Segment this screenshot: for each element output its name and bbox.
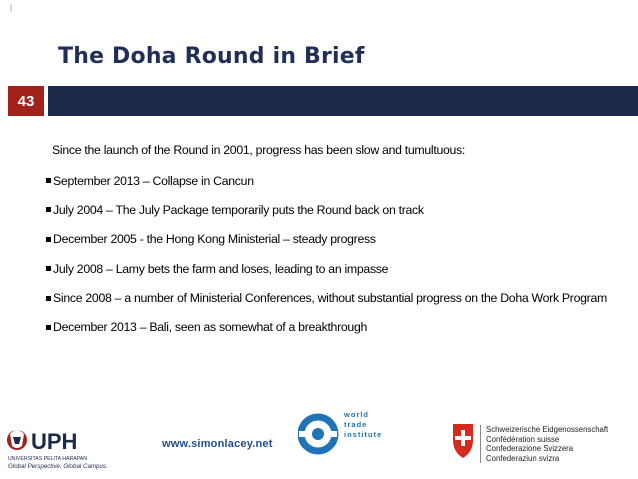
uph-logo xyxy=(4,420,112,474)
intro-text: Since the launch of the Round in 2001, progress has been slow and tumultuous: xyxy=(52,143,466,157)
bullet-marker xyxy=(46,296,51,301)
wti-ring-icon xyxy=(299,417,337,451)
bullet-text: December 2005 - the Hong Kong Ministerial – steady progress xyxy=(53,232,376,247)
header-bar xyxy=(48,86,638,116)
bullet-text: September 2013 – Collapse in Cancun xyxy=(53,173,254,188)
swiss-line-it: Confederazione Svizzera xyxy=(486,444,574,454)
list-item xyxy=(44,258,607,279)
list-item xyxy=(44,170,607,191)
slide-number-badge xyxy=(8,86,44,116)
swiss-text-block xyxy=(480,425,608,463)
bullet-text: July 2004 – The July Package temporarily puts the Round back on track xyxy=(53,202,424,217)
wti-line-trade: trade xyxy=(344,420,368,429)
bullet-marker xyxy=(46,207,51,212)
swiss-line-fr: Confédération suisse xyxy=(486,434,560,444)
bullet-marker xyxy=(46,325,51,330)
swiss-line-rm: Confederaziun svizra xyxy=(486,453,560,463)
list-item xyxy=(44,199,607,220)
slide-number: 43 xyxy=(17,92,35,110)
bullet-marker xyxy=(46,237,51,242)
bullet-text: Since 2008 – a number of Ministerial Conferences, without substantial progress on the Doha Work Program xyxy=(53,291,607,306)
swiss-line-de: Schweizerische Eidgenossenschaft xyxy=(486,425,609,434)
bullet-list xyxy=(44,170,607,346)
wti-logo xyxy=(298,404,408,460)
list-item xyxy=(44,229,607,250)
bullet-text: December 2013 – Bali, seen as somewhat of a breakthrough xyxy=(53,320,368,335)
uph-subtitle: UNIVERSITAS PELITA HARAPAN xyxy=(8,456,87,462)
bullet-marker xyxy=(46,266,51,271)
bullet-marker xyxy=(46,178,51,183)
crest-icon xyxy=(7,430,27,450)
website-link[interactable]: www.simonlacey.net xyxy=(162,438,273,450)
uph-wordmark: UPH xyxy=(31,429,78,454)
uph-tagline: Global Perspective. Global Campus. xyxy=(8,463,108,470)
list-item xyxy=(44,317,607,338)
swiss-shield-icon xyxy=(453,424,473,458)
slide-title: The Doha Round in Brief xyxy=(58,44,365,69)
list-item xyxy=(44,288,607,309)
wti-line-institute: institute xyxy=(344,430,383,439)
bullet-text: July 2008 – Lamy bets the farm and loses, leading to an impasse xyxy=(53,261,389,276)
wti-line-world: world xyxy=(344,410,369,419)
page-marker xyxy=(10,4,12,12)
